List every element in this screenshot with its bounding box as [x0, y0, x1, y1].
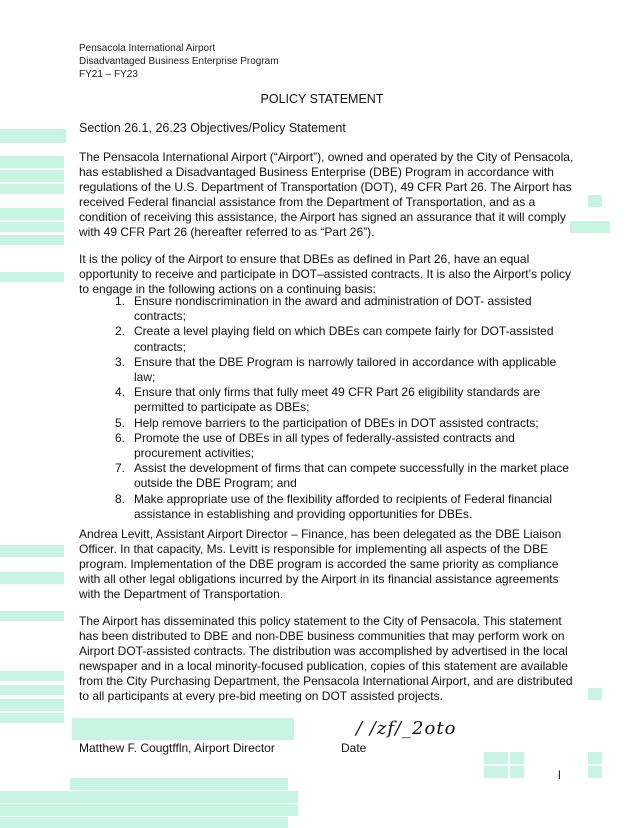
section-heading: Section 26.1, 26.23 Objectives/Policy Statement — [79, 121, 346, 135]
highlight-block — [510, 766, 524, 778]
highlight-block — [510, 752, 524, 764]
highlight-block — [0, 129, 66, 143]
highlight-block — [0, 685, 64, 695]
header-period: FY21 – FY23 — [79, 69, 138, 80]
highlight-block — [0, 156, 64, 168]
list-item: 1. Ensure nondiscrimination in the award and administration of DOT- assisted contracts; — [115, 294, 532, 324]
highlight-block — [0, 699, 64, 711]
page-title: POLICY STATEMENT — [260, 92, 384, 106]
objectives-list — [110, 294, 580, 522]
highlight-block — [0, 713, 64, 723]
document-header — [79, 42, 279, 81]
dissemination-paragraph: The Airport has disseminated this policy statement to the City of Pensacola. This statement has been distributed to DBE and non-DBE business communities that may perform work on Airport DOT-assisted contracts. The distribution was accomplished by advertised in the local newspaper and in a local minority-focused publication, copies of this statement are available from the City Purchasing Department, the Pensacola International Airport, and are distributed to all participants at every pre-bid meeting on DOT assisted projects. — [79, 614, 573, 703]
header-org: Pensacola International Airport — [79, 43, 216, 54]
intro-paragraph: The Pensacola International Airport (“Airport”), owned and operated by the City of Pensacola, has established a Disadvantaged Business Enterprise (DBE) Program in accordance with regulations of the U.S. Department of Transportation (DOT), 49 CFR Part 26. The Airport has received Federal financial assistance from the Department of Transportation, and as a condition of receiving this assistance, the Airport has signed an assurance that it will comply with 49 CFR Part 26 (hereafter referred to as “Part 26”). — [79, 150, 574, 239]
page-mark: l — [558, 768, 561, 782]
liaison-paragraph: Andrea Levitt, Assistant Airport Director – Finance, has been delegated as the DBE Liaison Officer. In that capacity, Ms. Levitt is responsible for implementing all aspects of the DBE program. Implementation of the DBE program is accorded the same priority as compliance with all other legal obligations incurred by the Airport in its financial assistance agreements with the Department of Transportation. — [79, 527, 562, 601]
highlight-block — [0, 222, 64, 232]
highlight-block — [484, 752, 508, 764]
highlight-block — [0, 545, 64, 557]
highlight-block — [0, 791, 298, 803]
highlight-block — [0, 184, 64, 194]
highlight-block — [0, 611, 64, 621]
list-item: 5. Help remove barriers to the participation of DBEs in DOT assisted contracts; — [115, 415, 539, 430]
highlight-block — [72, 718, 294, 740]
highlight-block — [0, 804, 298, 816]
highlight-block — [484, 766, 508, 778]
list-item: 8. Make appropriate use of the flexibility afforded to recipients of Federal financial assistance in establishing and providing opportunities for DBEs. — [115, 491, 553, 521]
highlight-block — [588, 688, 602, 700]
header-program: Disadvantaged Business Enterprise Program — [79, 56, 279, 67]
highlight-block — [588, 195, 602, 207]
date-label: Date — [341, 741, 367, 755]
handwritten-date: / /zf/_2oto — [356, 718, 457, 739]
highlight-block — [588, 766, 602, 778]
highlight-block — [0, 272, 64, 282]
list-item: 6. Promote the use of DBEs in all types of federally-assisted contracts and procurement activities; — [115, 430, 515, 461]
list-item: 7. Assist the development of firms that can compete successfully in the market place outside the DBE Program; and — [115, 461, 569, 491]
highlight-block — [0, 208, 64, 220]
highlight-block — [70, 778, 288, 790]
highlight-block — [0, 572, 64, 584]
signatory-name: Matthew F. Cougtffln, Airport Director — [79, 741, 275, 755]
highlight-block — [0, 817, 288, 828]
policy-paragraph: It is the policy of the Airport to ensure that DBEs as defined in Part 26, have an equal opportunity to receive and participate in DOT–assisted contracts. It is also the Airport’s policy to engage in the following actions on a continuing basis: — [79, 252, 572, 296]
highlight-block — [0, 671, 64, 681]
list-item: 2. Create a level playing field on which DBEs can compete fairly for DOT-assisted contracts; — [115, 324, 554, 354]
list-item: 3. Ensure that the DBE Program is narrowly tailored in accordance with applicable law; — [115, 354, 557, 385]
list-item: 4. Ensure that only firms that fully meet 49 CFR Part 26 eligibility standards are permitted to participate as DBEs; — [115, 385, 541, 415]
highlight-block — [588, 752, 602, 764]
highlight-block — [0, 235, 64, 245]
highlight-block — [0, 170, 64, 182]
